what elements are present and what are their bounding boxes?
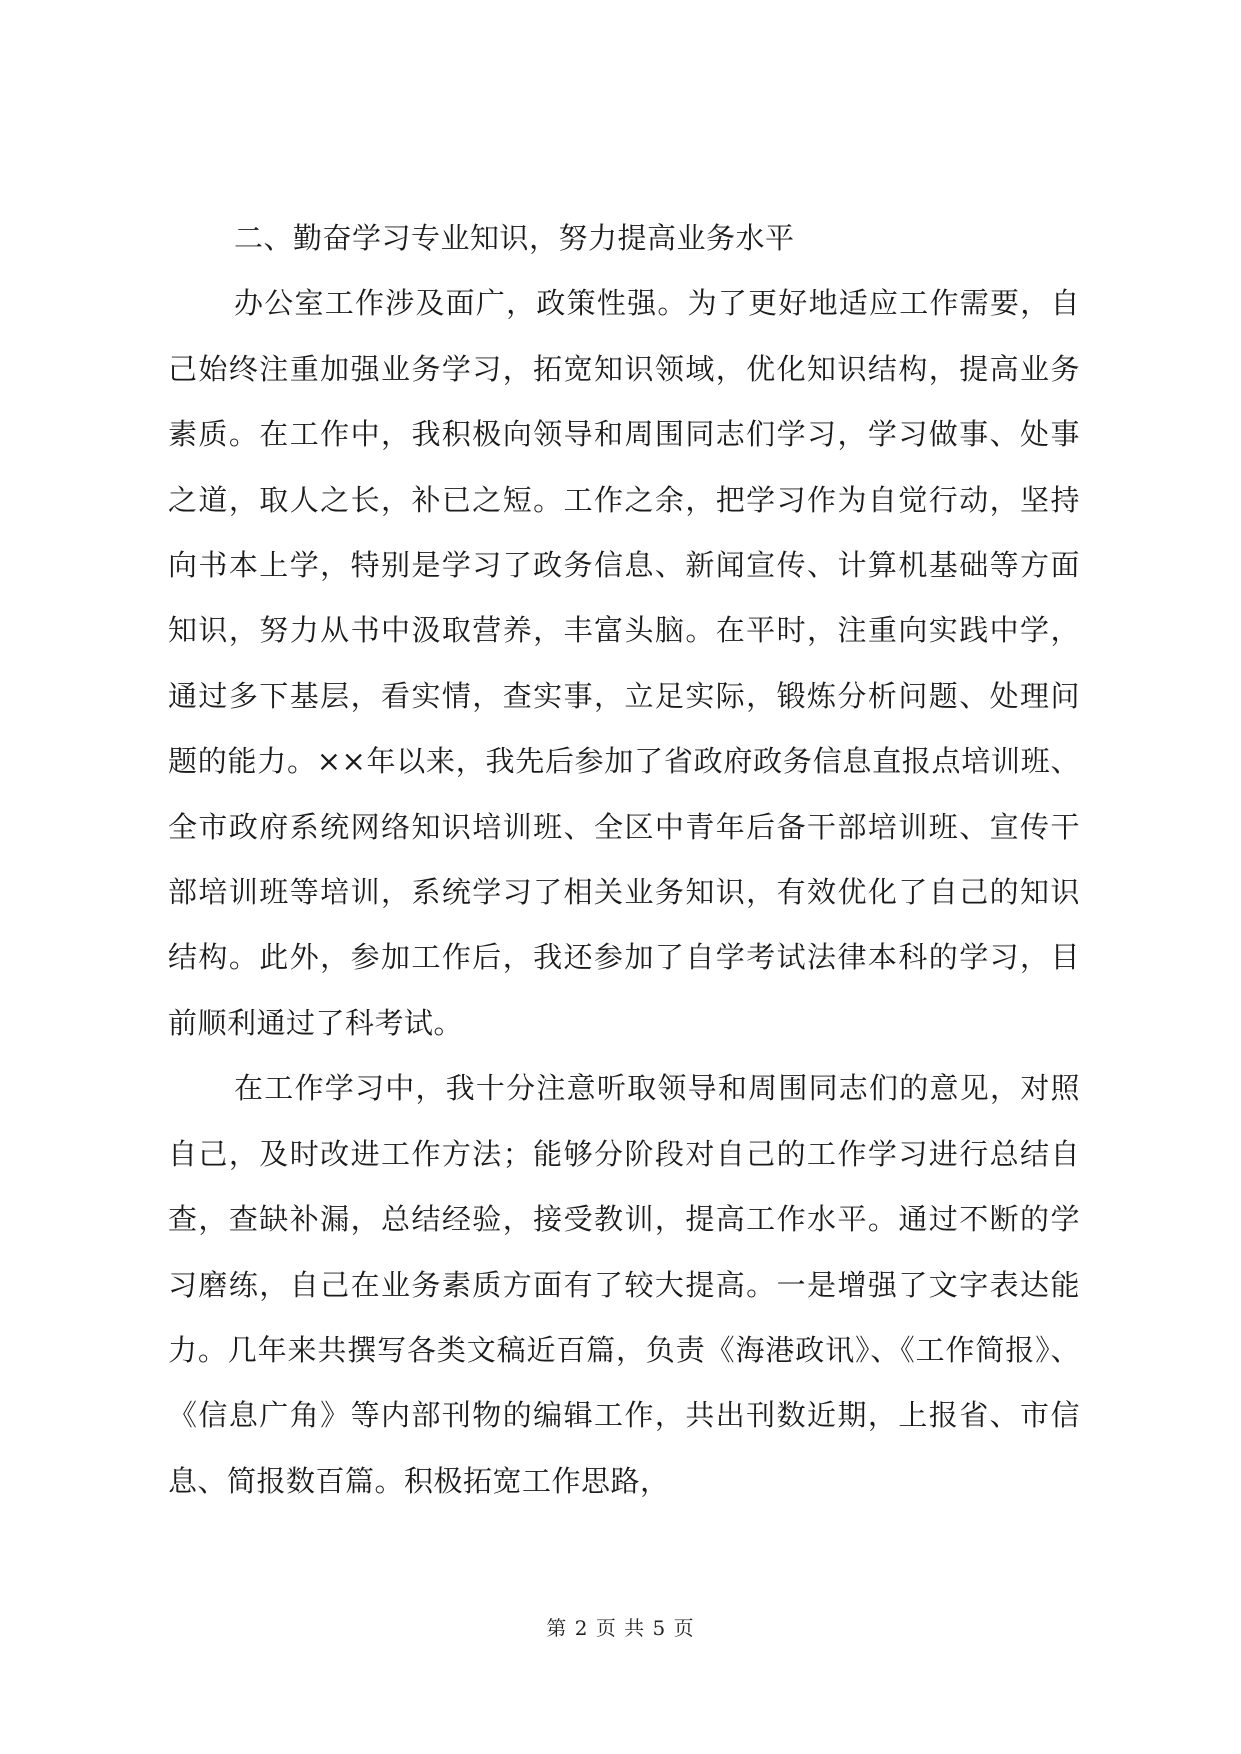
- page-number-footer: 第 2 页 共 5 页: [546, 1616, 695, 1640]
- paragraph-2: 在工作学习中，我十分注意听取领导和周围同志们的意见，对照自己，及时改进工作方法；能够分阶段对自己的工作学习进行总结自查，查缺补漏，总结经验，接受教训，提高工作水平。通过不断的学习磨练，自己在业务素质方面有了较大提高。一是增强了文字表达能力。几年来共撰写各类文稿近百篇，负责《海港政讯》、《工作简报》、《信息广角》等内部刊物的编辑工作，共出刊数近期，上报省、市信息、简报数百篇。积极拓宽工作思路，: [168, 1071, 1080, 1498]
- section-heading: 二、勤奋学习专业知识，努力提高业务水平: [234, 221, 795, 255]
- paragraph-1: 办公室工作涉及面广，政策性强。为了更好地适应工作需要，自己始终注重加强业务学习，拓宽知识领域，优化知识结构，提高业务素质。在工作中，我积极向领导和周围同志们学习，学习做事、处事之道，取人之长，补已之短。工作之余，把学习作为自觉行动，坚持向书本上学，特别是学习了政务信息、新闻宣传、计算机基础等方面知识，努力从书中汲取营养，丰富头脑。在平时，注重向实践中学，通过多下基层，看实情，查实事，立足实际，锻炼分析问题、处理问题的能力。××年以来，我先后参加了省政府政务信息直报点培训班、全市政府系统网络知识培训班、全区中青年后备干部培训班、宣传干部培训班等培训，系统学习了相关业务知识，有效优化了自己的知识结构。此外，参加工作后，我还参加了自学考试法律本科的学习，目前顺利通过了科考试。: [168, 286, 1080, 1040]
- document-body: [168, 206, 1080, 1514]
